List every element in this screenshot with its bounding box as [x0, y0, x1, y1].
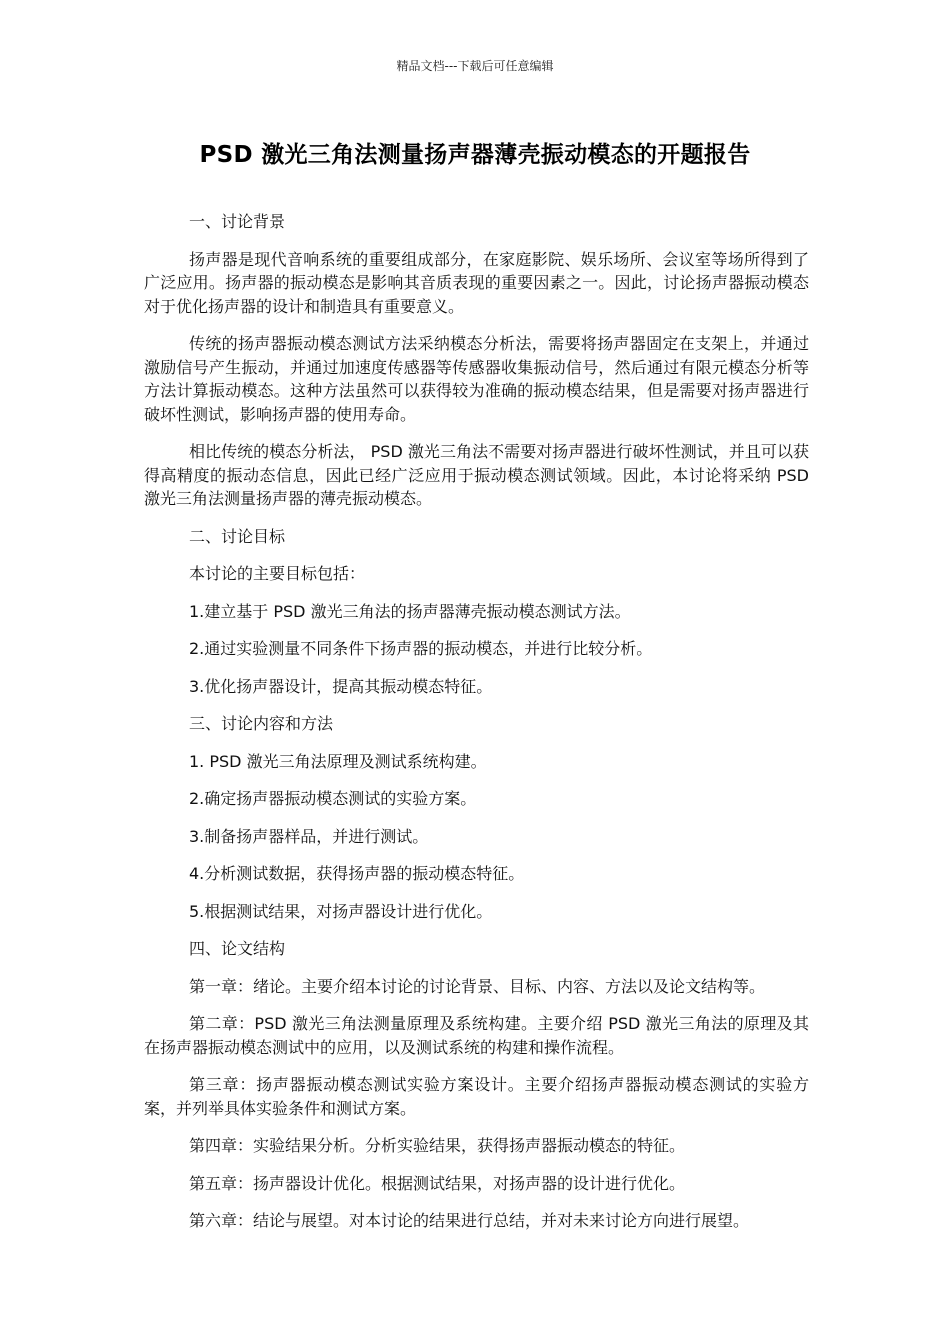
section-heading-background: 一、讨论背景: [189, 212, 286, 231]
document-title: PSD 激光三角法测量扬声器薄壳振动模态的开题报告: [199, 142, 751, 168]
chapter-3: 第三章：扬声器振动模态测试实验方案设计。主要介绍扬声器振动模态测试的实验方案，并列举具体实验条件和测试方案。: [144, 1075, 809, 1118]
document-body: [144, 210, 809, 1247]
paragraph-goals-intro: 本讨论的主要目标包括：: [189, 564, 366, 583]
list-item-method-1: 1. PSD 激光三角法原理及测试系统构建。: [189, 751, 487, 771]
chapter-1: 第一章：绪论。主要介绍本讨论的讨论背景、目标、内容、方法以及论文结构等。: [189, 976, 766, 996]
list-item-goal-1: 1.建立基于 PSD 激光三角法的扬声器薄壳振动模态测试方法。: [189, 601, 631, 621]
section-heading-methods: 三、讨论内容和方法: [189, 714, 334, 733]
chapter-2: 第二章：PSD 激光三角法测量原理及系统构建。主要介绍 PSD 激光三角法的原理及其在扬声器振动模态测试中的应用，以及测试系统的构建和操作流程。: [144, 1014, 809, 1057]
section-heading-goals: 二、讨论目标: [189, 526, 286, 546]
chapter-4: 第四章：实验结果分析。分析实验结果，获得扬声器振动模态的特征。: [189, 1136, 686, 1155]
paragraph-background-1: 扬声器是现代音响系统的重要组成部分，在家庭影院、娱乐场所、会议室等场所得到了广泛应用。扬声器的振动模态是影响其音质表现的重要因素之一。因此，讨论扬声器振动模态对于优化扬声器的设计和制造具有重要意义。: [144, 249, 809, 316]
list-item-method-4: 4.分析测试数据，获得扬声器的振动模态特征。: [189, 864, 525, 883]
chapter-6: 第六章：结论与展望。对本讨论的结果进行总结，并对未来讨论方向进行展望。: [189, 1211, 750, 1230]
paragraph-background-2: 传统的扬声器振动模态测试方法采纳模态分析法，需要将扬声器固定在支架上，并通过激励信号产生振动，并通过加速度传感器等传感器收集振动信号，然后通过有限元模态分析等方法计算振动模态。这种方法虽然可以获得较为准确的振动模态结果，但是需要对扬声器进行破坏性测试，影响扬声器的使用寿命。: [144, 334, 809, 424]
section-heading-structure: 四、论文结构: [189, 939, 286, 958]
list-item-method-5: 5.根据测试结果，对扬声器设计进行优化。: [189, 901, 493, 921]
list-item-method-2: 2.确定扬声器振动模态测试的实验方案。: [189, 789, 477, 808]
chapter-5: 第五章：扬声器设计优化。根据测试结果，对扬声器的设计进行优化。: [189, 1173, 686, 1193]
list-item-goal-2: 2.通过实验测量不同条件下扬声器的振动模态，并进行比较分析。: [189, 639, 653, 658]
header-note: 精品文档---下载后可任意编辑: [396, 59, 554, 73]
list-item-method-3: 3.制备扬声器样品，并进行测试。: [189, 826, 429, 846]
paragraph-background-3: 相比传统的模态分析法， PSD 激光三角法不需要对扬声器进行破坏性测试，并且可以获得高精度的振动态信息，因此已经广泛应用于振动模态测试领域。因此，本讨论将采纳 PSD 激光三角法测量扬声器的薄壳振动模态。: [144, 442, 809, 508]
list-item-goal-3: 3.优化扬声器设计，提高其振动模态特征。: [189, 676, 493, 696]
